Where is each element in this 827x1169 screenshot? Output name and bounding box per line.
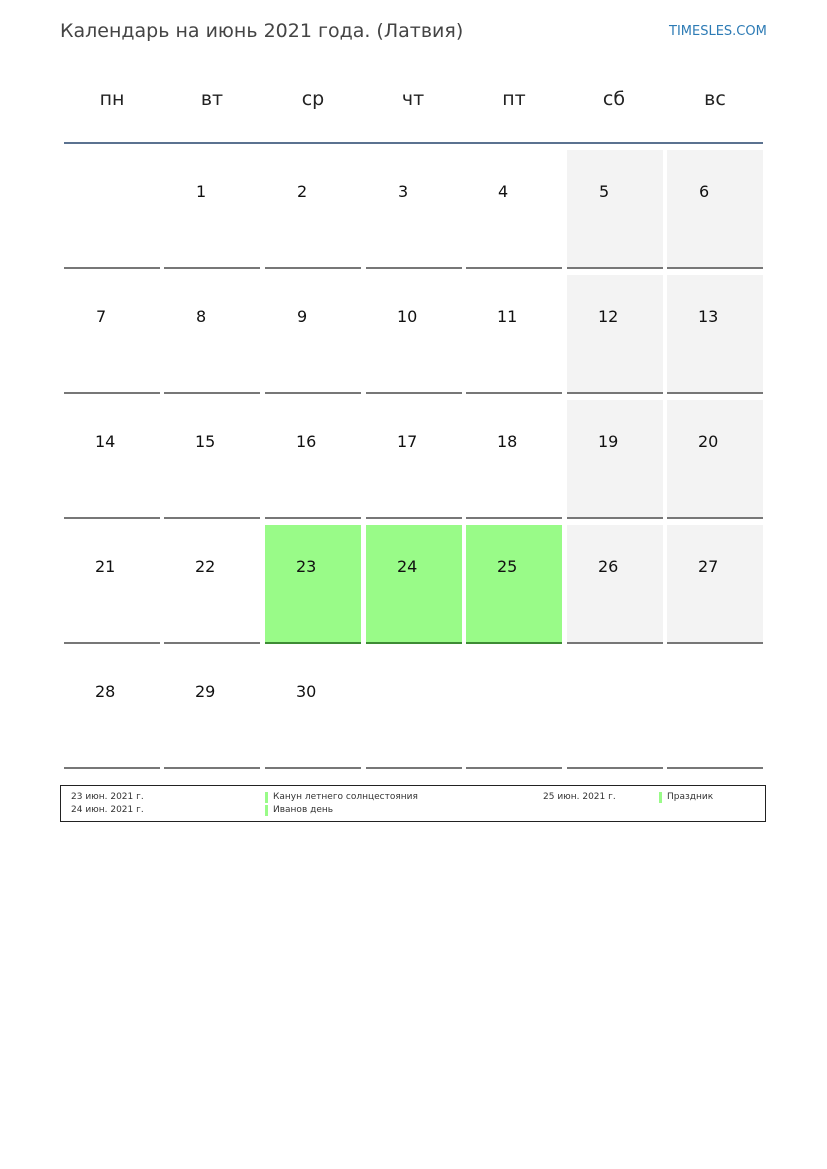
day-number: 8 [196,307,207,326]
day-cell-1[interactable] [164,150,260,269]
weekday-label-sun: вс [704,88,726,110]
day-cell-25[interactable] [466,525,562,644]
day-number: 22 [195,557,216,576]
day-number: 26 [598,557,619,576]
weekday-label-thu: чт [401,88,425,110]
weekday-label-wed: ср [301,88,325,110]
legend-holiday-label: Канун летнего солнцестояния [273,792,418,802]
day-cell-11[interactable] [466,275,562,394]
weekday-label-fri: пт [502,88,526,110]
legend-color-swatch [659,792,662,803]
legend-date: 25 июн. 2021 г. [543,792,616,802]
day-cell-14[interactable] [64,400,160,519]
legend-holiday-label: Праздник [667,792,714,802]
day-cell-19[interactable] [567,400,663,519]
day-number: 6 [699,182,710,201]
empty-day-cell [667,650,763,769]
day-number: 28 [95,682,116,701]
page-title: Календарь на июнь 2021 года. (Латвия) [60,20,464,42]
day-number: 5 [599,182,610,201]
legend-color-swatch [265,805,268,816]
day-cell-17[interactable] [366,400,462,519]
day-number: 21 [95,557,116,576]
day-number: 13 [698,307,719,326]
day-cell-12[interactable] [567,275,663,394]
empty-day-cell [567,650,663,769]
empty-day-cell [466,650,562,769]
day-number: 2 [297,182,308,201]
day-number: 17 [397,432,418,451]
day-cell-9[interactable] [265,275,361,394]
day-cell-4[interactable] [466,150,562,269]
day-cell-20[interactable] [667,400,763,519]
day-cell-24[interactable] [366,525,462,644]
day-cell-15[interactable] [164,400,260,519]
legend-holiday-name [265,792,418,802]
day-number: 7 [96,307,107,326]
day-cell-29[interactable] [164,650,260,769]
day-number: 19 [598,432,619,451]
day-number: 23 [296,557,317,576]
day-number: 10 [397,307,418,326]
legend-holiday-name [659,792,713,802]
legend-holiday-name [265,805,333,815]
day-cell-6[interactable] [667,150,763,269]
day-number: 12 [598,307,619,326]
empty-day-cell [64,150,160,269]
day-cell-16[interactable] [265,400,361,519]
weekday-label-mon: пн [99,88,125,110]
legend-color-swatch [265,792,268,803]
day-cell-27[interactable] [667,525,763,644]
legend-holiday-label: Иванов день [273,805,334,815]
day-cell-23[interactable] [265,525,361,644]
day-number: 3 [398,182,409,201]
legend-date: 23 июн. 2021 г. [71,792,144,802]
day-cell-2[interactable] [265,150,361,269]
day-cell-10[interactable] [366,275,462,394]
day-cell-21[interactable] [64,525,160,644]
day-number: 1 [196,182,207,201]
day-cell-26[interactable] [567,525,663,644]
day-number: 9 [297,307,308,326]
day-number: 27 [698,557,719,576]
day-number: 18 [497,432,518,451]
weekday-label-tue: вт [200,88,224,110]
legend-date: 24 июн. 2021 г. [71,805,144,815]
day-number: 14 [95,432,116,451]
day-cell-7[interactable] [64,275,160,394]
day-number: 16 [296,432,317,451]
weekday-label-sat: сб [602,88,626,110]
holiday-legend [60,785,766,822]
day-number: 4 [498,182,509,201]
empty-day-cell [366,650,462,769]
day-number: 20 [698,432,719,451]
day-number: 25 [497,557,518,576]
day-cell-5[interactable] [567,150,663,269]
day-number: 15 [195,432,216,451]
day-number: 11 [497,307,518,326]
day-cell-3[interactable] [366,150,462,269]
day-cell-8[interactable] [164,275,260,394]
day-cell-30[interactable] [265,650,361,769]
day-number: 29 [195,682,216,701]
day-cell-22[interactable] [164,525,260,644]
day-number: 24 [397,557,418,576]
site-link[interactable]: TIMESLES.COM [669,24,767,39]
day-cell-13[interactable] [667,275,763,394]
day-number: 30 [296,682,317,701]
day-cell-28[interactable] [64,650,160,769]
day-cell-18[interactable] [466,400,562,519]
